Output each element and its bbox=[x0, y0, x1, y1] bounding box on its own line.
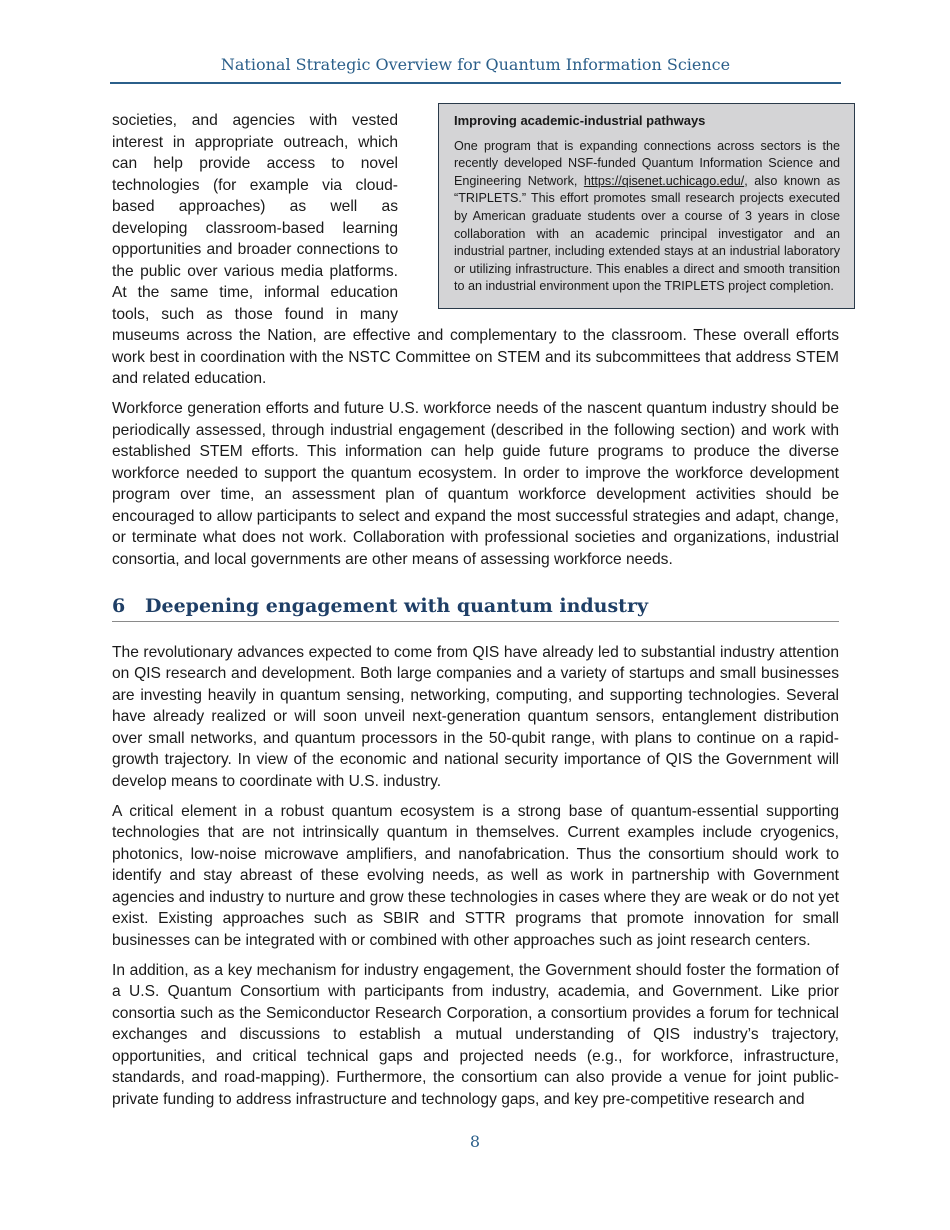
body-paragraph-outreach: societies, and agencies with vested interest in appropriate outreach, which can help provide access to novel technologies (for example via cloud-based approaches) as well as developing classroom-based learning opportunities and broader connections to the public over various media platforms. At the same time, informal education tools, such as those found in many museums across the Nation, are effective and complementary to the classroom. These overall efforts work best in coordination with the NSTC Committee on STEM and its subcommittees that address STEM and related education. bbox=[112, 112, 839, 387]
section-paragraph: A critical element in a robust quantum ecosystem is a strong base of quantum-essential supporting technologies that are not intrinsically quantum in themselves. Current examples include cryogenics, photonics, low-noise microwave amplifiers, and nanofabrication. Thus the consortium should work to identify and stay abreast of these evolving needs, as well as work in partnership with Government agencies and industry to nurture and grow these technologies in cases where they are weak or do not yet exist. Existing approaches such as SBIR and STTR programs that promote innovation for small businesses can be integrated with or combined with other approaches such as joint research centers. bbox=[112, 802, 839, 949]
section-title: Deepening engagement with quantum industry bbox=[145, 595, 649, 617]
running-header: National Strategic Overview for Quantum Information Science bbox=[220, 55, 731, 74]
header-divider bbox=[110, 82, 841, 84]
section-paragraph: In addition, as a key mechanism for industry engagement, the Government should foster the formation of a U.S. Quantum Consortium with participants from industry, academia, and Government. Like prior consortia such as the Semiconductor Research Corporation, a consortium provides a forum for technical exchanges and discussions to establish a mutual understanding of QIS industry’s trajectory, opportunities, and critical technical gaps and projected needs (e.g., for workforce, infrastructure, standards, and road-mapping). Furthermore, the consortium can also provide a venue for joint public-private funding to address infrastructure and technology gaps, and key pre-competitive research and bbox=[112, 961, 839, 1108]
section-number: 6 bbox=[112, 595, 126, 617]
section-paragraph: The revolutionary advances expected to come from QIS have already led to substantial industry attention on QIS research and development. Both large companies and a variety of startups and small businesses are investing heavily in quantum sensing, networking, computing, and supporting technologies. Several have already realized or will soon unveil next-generation quantum sensors, entanglement distribution over small networks, and quantum processors in the 50-qubit range, with plans to continue on a rapid-growth trajectory. In view of the economic and national security importance of QIS the Government will develop means to coordinate with U.S. industry. bbox=[112, 643, 839, 790]
sidebar-title: Improving academic-industrial pathways bbox=[454, 113, 706, 128]
page-content bbox=[112, 110, 839, 1119]
sidebar-body bbox=[454, 138, 840, 296]
sidebar-text-before-link: One program that is expanding connections across sectors is the recently developed NSF-funded Quantum Information Science and Engineering Network, bbox=[454, 138, 840, 188]
section-heading bbox=[112, 596, 839, 622]
qisenet-link[interactable]: https://qisenet.uchicago.edu/ bbox=[583, 173, 745, 188]
sidebar-text-after-link: , also known as “TRIPLETS.” This effort promotes small research projects executed by American graduate students over a course of 3 years in close collaboration with an academic principal investigator and an industrial partner, including extended stays at an industrial laboratory or utilizing infrastructure. This enables a direct and smooth transition to an industrial environment upon the TRIPLETS project completion. bbox=[454, 173, 841, 294]
sidebar-box bbox=[438, 103, 855, 309]
body-paragraph-workforce: Workforce generation efforts and future U.S. workforce needs of the nascent quantum industry should be periodically assessed, through industrial engagement (described in the following section) and work with established STEM efforts. This information can help guide future programs to produce the diverse workforce needed to support the quantum ecosystem. In order to improve the workforce development program over time, an assessment plan of quantum workforce development activities should be encouraged to allow participants to select and expand the most successful strategies and adapt, change, or terminate what does not work. Collaboration with professional societies and organizations, industrial consortia, and local governments are other means of assessing workforce needs. bbox=[112, 400, 839, 568]
page-number: 8 bbox=[469, 1132, 481, 1151]
